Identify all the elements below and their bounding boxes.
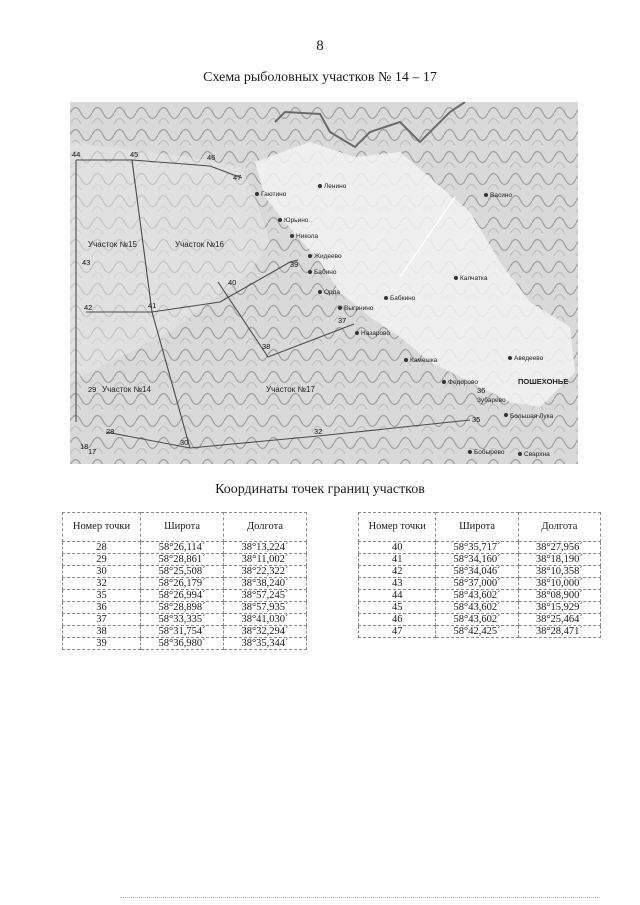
point-46: 46 xyxy=(207,153,216,162)
point-47: 47 xyxy=(233,173,242,182)
place-bolshaya-luka: Большая Лука xyxy=(510,413,554,420)
cell-point: 45 xyxy=(359,602,436,614)
cell-point: 43 xyxy=(359,578,436,590)
place-kameshka: Камешка xyxy=(410,357,438,364)
coords-table-left xyxy=(62,512,307,650)
table-row xyxy=(63,566,307,578)
point-35: 35 xyxy=(472,415,481,424)
cell-lat: 58°31,754´ xyxy=(141,626,224,638)
table-row xyxy=(359,602,601,614)
cell-lon: 38°57,935´ xyxy=(224,602,307,614)
point-42: 42 xyxy=(84,303,93,312)
footer-dotted-rule xyxy=(120,897,600,898)
cell-point: 42 xyxy=(359,566,436,578)
cell-point: 41 xyxy=(359,554,436,566)
table-row xyxy=(63,626,307,638)
table-row xyxy=(359,590,601,602)
cell-point: 47 xyxy=(359,626,436,638)
table-row xyxy=(63,578,307,590)
point-28: 28 xyxy=(106,427,115,436)
cell-point: 44 xyxy=(359,590,436,602)
point-43: 43 xyxy=(82,258,91,267)
page-number: 8 xyxy=(316,38,324,54)
point-45: 45 xyxy=(130,150,139,159)
cell-point: 29 xyxy=(63,554,141,566)
header-point-number: Номер точки xyxy=(63,513,141,542)
cell-lon: 38°10,000´ xyxy=(518,578,600,590)
header-latitude: Широта xyxy=(141,513,224,542)
place-yurino: Юрьино xyxy=(284,217,309,224)
header-point-number: Номер точки xyxy=(359,513,436,542)
zone-label-14: Участок №14 xyxy=(102,385,151,394)
cell-point: 46 xyxy=(359,614,436,626)
table-row xyxy=(63,638,307,650)
cell-lat: 58°43,602´ xyxy=(436,590,518,602)
table-row xyxy=(359,578,601,590)
place-avdeevo: Аведеево xyxy=(514,355,544,362)
cell-point: 37 xyxy=(63,614,141,626)
cell-lat: 58°43,602´ xyxy=(436,614,518,626)
cell-lon: 38°32,294´ xyxy=(224,626,307,638)
table-row xyxy=(63,602,307,614)
place-zhideevo: Жидеево xyxy=(314,253,342,260)
cell-point: 38 xyxy=(63,626,141,638)
cell-point: 30 xyxy=(63,566,141,578)
cell-lon: 38°18,190´ xyxy=(518,554,600,566)
table-row xyxy=(63,614,307,626)
cell-lon: 38°57,245´ xyxy=(224,590,307,602)
point-36: 36 xyxy=(477,386,486,395)
point-29: 29 xyxy=(88,385,97,394)
place-fedorovo: Федорово xyxy=(448,379,479,386)
table-header-row xyxy=(359,513,601,542)
point-38: 38 xyxy=(262,342,271,351)
cell-lon: 38°08,900´ xyxy=(518,590,600,602)
place-vygrnino: Выгрнино xyxy=(344,305,374,312)
place-nikola: Никола xyxy=(296,233,319,240)
point-17: 17 xyxy=(88,447,97,456)
cell-lon: 38°11,002´ xyxy=(224,554,307,566)
zone-label-15: Участок №15 xyxy=(88,240,137,249)
place-svarkhna: Свархна xyxy=(524,451,550,458)
zone-label-16: Участок №16 xyxy=(175,240,224,249)
header-longitude: Долгота xyxy=(518,513,600,542)
table-row xyxy=(359,542,601,554)
cell-lat: 58°35,717´ xyxy=(436,542,518,554)
point-37: 37 xyxy=(338,316,347,325)
coords-table-right xyxy=(358,512,601,638)
point-44: 44 xyxy=(72,150,81,159)
cell-lon: 38°41,030´ xyxy=(224,614,307,626)
place-zubarevo: Зубарево xyxy=(477,397,506,404)
coords-title: Координаты точек границ участков xyxy=(215,482,425,497)
fishing-area-map xyxy=(70,102,578,464)
point-18: 18 xyxy=(80,442,89,451)
place-kalchatka: Калчатка xyxy=(460,275,488,282)
place-poshekhonye: ПОШЕХОНЬЕ xyxy=(518,377,569,386)
cell-lat: 58°42,425´ xyxy=(436,626,518,638)
cell-lon: 38°28,471´ xyxy=(518,626,600,638)
table-row xyxy=(359,554,601,566)
place-bobyrevo: Бобырево xyxy=(474,449,505,456)
cell-point: 39 xyxy=(63,638,141,650)
place-gayutino: Гаютино xyxy=(261,191,287,198)
cell-lat: 58°26,114´ xyxy=(141,542,224,554)
place-babkino: Бабкино xyxy=(390,295,416,302)
cell-point: 28 xyxy=(63,542,141,554)
cell-lat: 58°26,994´ xyxy=(141,590,224,602)
cell-lon: 38°27,956´ xyxy=(518,542,600,554)
table-header-row xyxy=(63,513,307,542)
cell-lat: 58°37,000´ xyxy=(436,578,518,590)
cell-lat: 58°34,046´ xyxy=(436,566,518,578)
point-30: 30 xyxy=(180,438,189,447)
cell-lat: 58°33,335´ xyxy=(141,614,224,626)
cell-lat: 58°28,861´ xyxy=(141,554,224,566)
header-longitude: Долгота xyxy=(224,513,307,542)
cell-lon: 38°38,240´ xyxy=(224,578,307,590)
cell-lat: 58°34,160´ xyxy=(436,554,518,566)
cell-point: 40 xyxy=(359,542,436,554)
cell-lon: 38°35,344´ xyxy=(224,638,307,650)
point-41: 41 xyxy=(148,301,157,310)
cell-point: 36 xyxy=(63,602,141,614)
point-32: 32 xyxy=(314,427,323,436)
table-row xyxy=(359,626,601,638)
cell-lat: 58°25,508´ xyxy=(141,566,224,578)
cell-lat: 58°26,179´ xyxy=(141,578,224,590)
place-vasino: Васино xyxy=(490,192,513,199)
table-row xyxy=(359,614,601,626)
place-nazarovo: Назарово xyxy=(361,330,391,337)
point-39: 39 xyxy=(290,260,299,269)
cell-lat: 58°28,898´ xyxy=(141,602,224,614)
cell-lon: 38°13,224´ xyxy=(224,542,307,554)
point-40: 40 xyxy=(228,278,237,287)
table-row xyxy=(359,566,601,578)
table-row xyxy=(63,590,307,602)
place-orda: Орда xyxy=(324,289,340,296)
cell-lon: 38°10,358´ xyxy=(518,566,600,578)
zone-label-17: Участок №17 xyxy=(266,385,315,394)
place-lenino: Ленино xyxy=(324,183,347,190)
cell-lon: 38°15,929´ xyxy=(518,602,600,614)
cell-lon: 38°25,464´ xyxy=(518,614,600,626)
cell-point: 32 xyxy=(63,578,141,590)
cell-lat: 58°43,602´ xyxy=(436,602,518,614)
table-row xyxy=(63,542,307,554)
cell-lat: 58°36,980´ xyxy=(141,638,224,650)
cell-lon: 38°22,322´ xyxy=(224,566,307,578)
cell-point: 35 xyxy=(63,590,141,602)
header-latitude: Широта xyxy=(436,513,518,542)
place-babino: Бабино xyxy=(314,269,337,276)
table-row xyxy=(63,554,307,566)
map-title: Схема рыболовных участков № 14 – 17 xyxy=(203,70,437,85)
